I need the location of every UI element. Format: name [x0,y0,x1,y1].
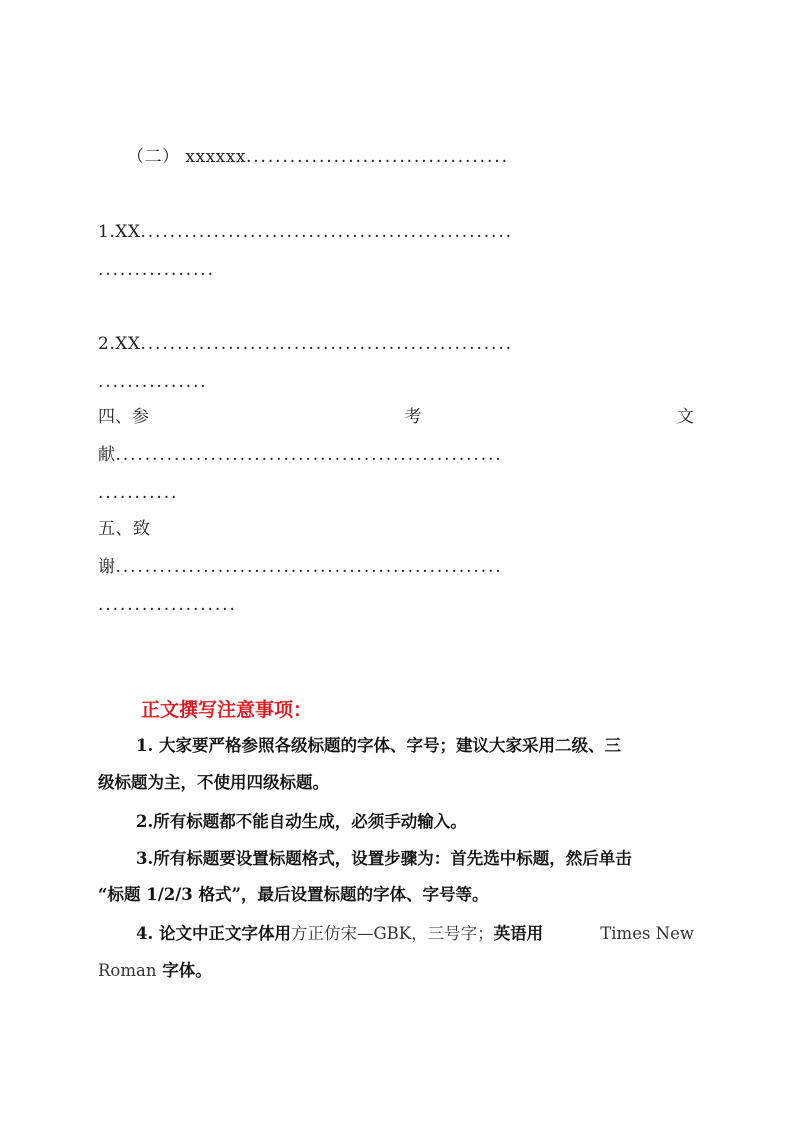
outline-item2-cont [98,370,694,394]
outline-item1-dots-cont: ................ [98,260,215,280]
outline-sec4-line2 [98,443,694,467]
note-4-english-label: 英语用 [493,924,544,943]
outline-sec4-char3: 文 [677,407,694,427]
outline-sec4-dots: ..................................................... [115,445,503,465]
notes-title: 正文撰写注意事项： [141,699,313,721]
note-4-suffix: 字体。 [162,961,212,980]
note-2: 2.所有标题都不能自动生成，必须手动输入。 [136,812,467,831]
outline-sec5-line2 [98,555,694,579]
outline-sub2-label: （二） xxxxxx [127,147,246,167]
outline-sec4-char2: 考 [404,407,422,427]
note-1-line1: 1. 大家要严格参照各级标题的字体、字号；建议大家采用二级、三 [136,736,621,755]
note-4-roman: Roman [98,961,157,980]
outline-sec4-tail: 献 [98,445,116,465]
outline-sec5-tail: 谢 [98,557,116,577]
outline-sec4-cont [98,481,694,505]
outline-sec4-dots-cont: ........... [98,483,179,503]
note-4-times-new: Times New [600,924,694,943]
outline-sec5-heading [98,517,694,541]
outline-sec4-heading [98,405,694,429]
outline-sec5-dots-cont: ................... [98,595,237,615]
outline-item1-dots: ................................................... [140,222,513,242]
note-4-font-spec: 方正仿宋—GBK，三号字； [290,924,494,943]
outline-sec5-head: 五、致 [98,519,151,539]
note-4-line2 [98,959,696,983]
outline-item1-label: 1.XX [98,222,141,242]
outline-sec5-cont [98,593,694,617]
outline-sec5-dots: ..................................................... [115,557,503,577]
outline-sub2 [127,145,723,169]
outline-item2-label: 2.XX [98,334,141,354]
outline-item2 [98,332,694,356]
outline-sub2-dots: .................................... [245,147,509,167]
note-3-line1: 3.所有标题要设置标题格式，设置步骤为：首先选中标题，然后单击 [136,849,632,868]
outline-item2-dots: ................................................... [140,334,513,354]
outline-item1 [98,220,694,244]
note-4-prefix: 4. 论文中正文字体用 [136,924,291,943]
outline-sec4-char1: 四、参 [98,407,149,427]
note-4-line1 [136,922,694,946]
note-1-line2: 级标题为主，不使用四级标题。 [98,773,329,792]
note-3-line2: “标题 1/2/3 格式”，最后设置标题的字体、字号等。 [98,885,489,904]
outline-item2-dots-cont: ............... [98,372,208,392]
outline-item1-cont [98,258,694,282]
